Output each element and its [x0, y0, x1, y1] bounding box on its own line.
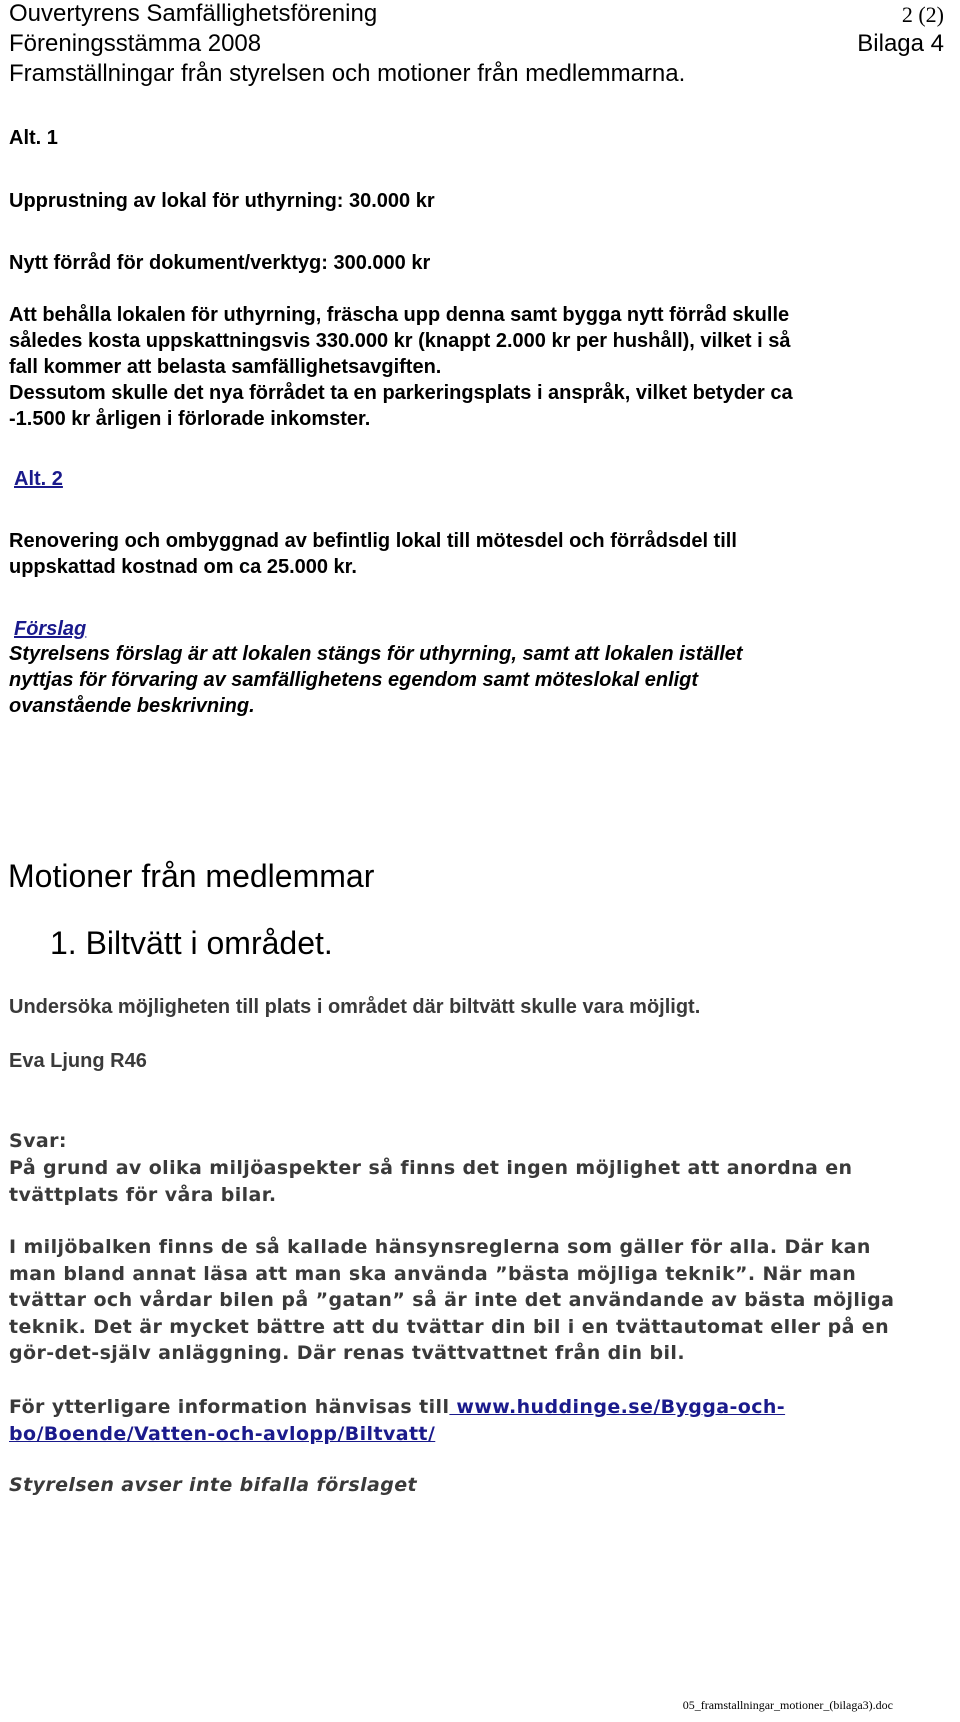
answer-line: man bland annat läsa att man ska använda ”bästa möjliga teknik”. När man	[9, 1262, 857, 1285]
alt2-paragraph	[9, 528, 737, 580]
motions-title: Motioner från medlemmar	[8, 858, 375, 894]
alt1-line: således kosta uppskattningsvis 330.000 kr (knappt 2.000 kr per hushåll), vilket i så	[9, 330, 791, 352]
alt1-line: Dessutom skulle det nya förrådet ta en parkeringsplats i anspråk, vilket betyder ca	[9, 382, 793, 404]
appendix-label: Bilaga 4	[857, 30, 944, 57]
alt1-line: -1.500 kr årligen i förlorade inkomster.	[9, 408, 371, 430]
alt1-item-renovation: Upprustning av lokal för uthyrning: 30.000 kr	[9, 190, 435, 212]
info-line-1	[9, 1394, 785, 1421]
info-paragraph	[9, 1394, 785, 1447]
answer-paragraph-2	[9, 1234, 894, 1367]
huddinge-link-continued[interactable]: bo/Boende/Vatten-och-avlopp/Biltvatt/	[9, 1422, 436, 1445]
proposal-heading: Förslag	[14, 618, 87, 640]
answer-line: teknik. Det är mycket bättre att du tvättar din bil i en tvättautomat eller på en	[9, 1315, 890, 1338]
footer-filename: 05_framstallningar_motioner_(bilaga3).doc	[682, 1698, 893, 1712]
answer-line: gör-det-själv anläggning. Där renas tvättvattnet från din bil.	[9, 1342, 685, 1364]
org-name: Ouvertyrens Samfällighetsförening	[9, 0, 378, 27]
answer-paragraph-1	[9, 1155, 852, 1208]
answer-line: tvättar och vårdar bilen på ”gatan” så är inte det användande av bästa möjliga	[9, 1289, 895, 1311]
huddinge-link[interactable]: www.huddinge.se/Bygga-och-	[449, 1396, 786, 1418]
meeting-title: Föreningsstämma 2008	[9, 30, 262, 57]
alt1-line: fall kommer att belasta samfällighetsavgiften.	[9, 356, 442, 378]
proposal-line: nyttjas för förvaring av samfällighetens egendom samt möteslokal enligt	[9, 669, 699, 691]
answer-line: På grund av olika miljöaspekter så finns det ingen möjlighet att anordna en	[9, 1157, 853, 1179]
answer-line: tvättplats för våra bilar.	[9, 1183, 277, 1206]
info-prefix: För ytterligare information hänvisas till	[9, 1396, 450, 1418]
alt1-paragraph	[9, 302, 793, 432]
proposal-line: ovanstående beskrivning.	[9, 695, 255, 717]
motion-author: Eva Ljung R46	[9, 1050, 147, 1072]
board-conclusion: Styrelsen avser inte bifalla förslaget	[9, 1474, 418, 1496]
proposal-paragraph	[9, 641, 743, 719]
answer-line: I miljöbalken finns de så kallade hänsynsreglerna som gäller för alla. Där kan	[9, 1236, 871, 1258]
document-subtitle: Framställningar från styrelsen och motioner från medlemmarna.	[9, 60, 686, 87]
alt2-line: uppskattad kostnad om ca 25.000 kr.	[9, 556, 357, 578]
alt1-item-storage: Nytt förråd för dokument/verktyg: 300.000 kr	[9, 252, 431, 274]
page-number: 2 (2)	[901, 2, 944, 27]
motion-description: Undersöka möjligheten till plats i området där biltvätt skulle vara möjligt.	[9, 996, 701, 1018]
alt1-line: Att behålla lokalen för uthyrning, fräscha upp denna samt bygga nytt förråd skulle	[9, 304, 790, 326]
info-line-2	[9, 1421, 785, 1448]
alt2-line: Renovering och ombyggnad av befintlig lokal till mötesdel och förrådsdel till	[9, 530, 737, 552]
answer-label: Svar:	[9, 1130, 67, 1152]
alt2-heading: Alt. 2	[14, 468, 63, 490]
proposal-line: Styrelsens förslag är att lokalen stängs för uthyrning, samt att lokalen istället	[9, 643, 743, 665]
motion-item-title: 1. Biltvätt i området.	[50, 925, 333, 961]
alt1-heading: Alt. 1	[9, 127, 58, 149]
